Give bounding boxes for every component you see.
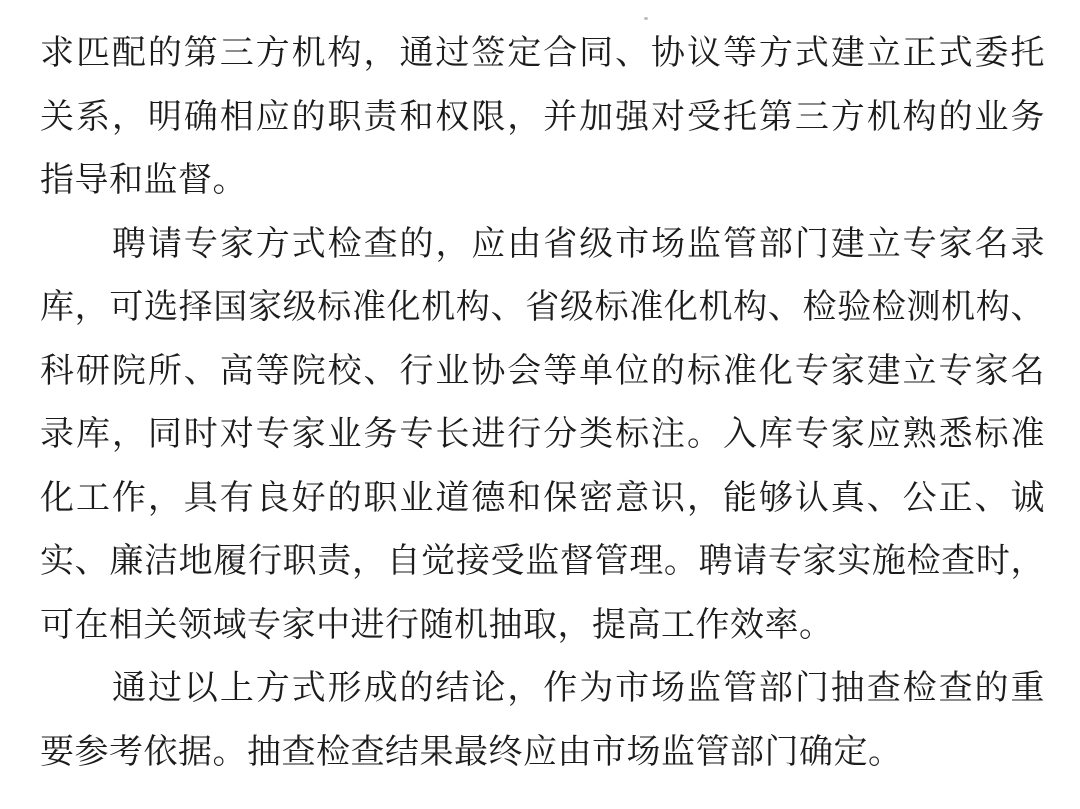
- text-line: 关系，明确相应的职责和权限，并加强对受托第三方机构的业务: [40, 98, 1045, 136]
- text-line: 求匹配的第三方机构，通过签定合同、协议等方式建立正式委托: [40, 35, 1045, 72]
- text-line: 要参考依据。抽查检查结果最终应由市场监管部门确定。: [40, 733, 903, 771]
- text-line: 录库，同时对专家业务专长进行分类标注。入库专家应熟悉标准: [40, 416, 1045, 453]
- scan-speckle: [644, 17, 648, 20]
- text-line: 可在相关领域专家中进行随机抽取，提高工作效率。: [40, 606, 834, 644]
- text-line: 库，可选择国家级标准化机构、省级标准化机构、检验检测机构、: [40, 289, 1045, 326]
- text-line: 化工作，具有良好的职业道德和保密意识，能够认真、公正、诚: [40, 479, 1045, 517]
- document-text-block: [40, 22, 1045, 784]
- text-line: 指导和监督。: [40, 162, 247, 199]
- text-line paragraph-start: 聘请专家方式检查的，应由省级市场监管部门建立专家名录: [112, 225, 1045, 263]
- text-line: 实、廉洁地履行职责，自觉接受监督管理。聘请专家实施检查时，: [40, 543, 1045, 580]
- text-line paragraph-start: 通过以上方式形成的结论，作为市场监管部门抽查检查的重: [112, 670, 1045, 707]
- text-line: 科研院所、高等院校、行业协会等单位的标准化专家建立专家名: [40, 352, 1045, 390]
